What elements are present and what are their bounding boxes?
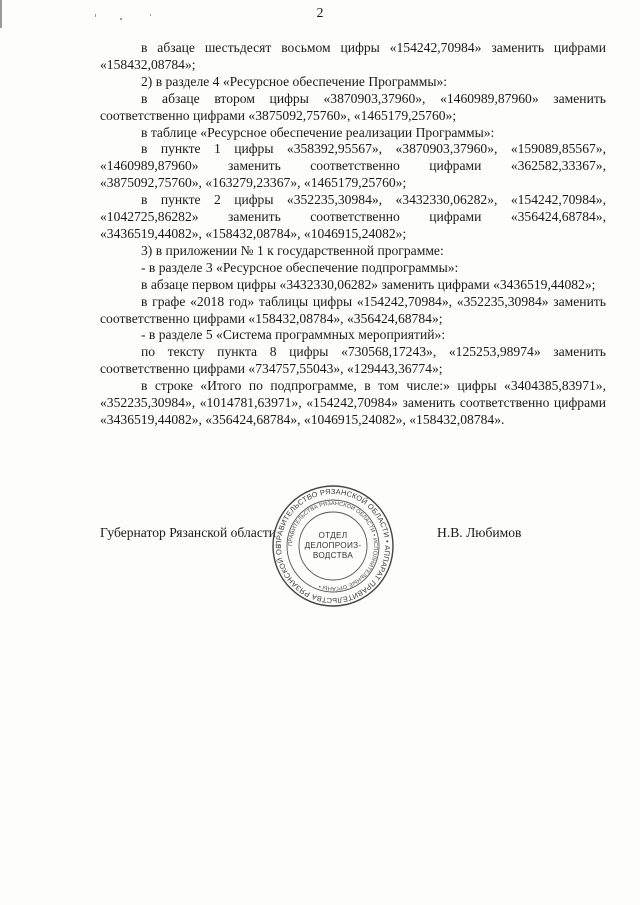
scan-artifact-mark — [0, 0, 2, 28]
paragraph-4: в таблице «Ресурсное обеспечение реализации Программы»: — [141, 124, 495, 140]
stamp-inner-text-path: ПРАВИТЕЛЬСТВА РЯЗАНСКОЙ ОБЛАСТИ • ИСПОЛНИТЕЛЬНЫЕ ОРГАНЫ • — [287, 500, 379, 592]
scan-artifact-mark — [120, 18, 122, 20]
paragraph-13: в строке «Итого по подпрограмме, в том числе:» цифры «3404385,83971», «352235,30984», «1014781,63971», «154242,70984» заменить соответственно цифрами «3436519,44082», «356424,68784», «1046915,24082», «158432,08784». — [100, 378, 606, 427]
scan-artifact-mark — [150, 14, 151, 16]
stamp-center-line-1: ОТДЕЛ — [318, 531, 348, 540]
stamp-center-line-2: ДЕЛОПРОИЗ- — [304, 541, 362, 550]
stamp-outer-text-path: ПРАВИТЕЛЬСТВО РЯЗАНСКОЙ ОБЛАСТИ • АППАРАТ ПРАВИТЕЛЬСТВА РЯЗАНСКОЙ ОБ — [273, 486, 393, 606]
signatory-name: Н.В. Любимов — [437, 525, 522, 540]
paragraph-10: в графе «2018 год» таблицы цифры «154242,70984», «352235,30984» заменить соответственно цифрами «158432,08784», «356424,68784»; — [100, 293, 606, 326]
page-number: 2 — [316, 6, 324, 21]
paragraph-12: по тексту пункта 8 цифры «730568,17243», «125253,98974» заменить соответственно цифрами «734757,55043», «129443,36774»; — [100, 344, 606, 377]
paragraph-2: 2) в разделе 4 «Ресурсное обеспечение Программы»: — [141, 73, 448, 89]
paragraph-11: - в разделе 5 «Система программных мероприятий»: — [141, 327, 446, 343]
office-stamp — [270, 483, 396, 609]
stamp-center — [270, 483, 396, 609]
scan-artifact-mark — [95, 14, 96, 17]
paragraph-5: в пункте 1 цифры «358392,95567», «3870903,37960», «159089,85567», «1460989,87960» заменить соответственно цифрами «362582,33367», «3875092,75760», «163279,23367», «1465179,25760»; — [100, 141, 606, 191]
paragraph-3: в абзаце втором цифры «3870903,37960», «1460989,87960» заменить соответственно цифрами «3875092,75760», «1465179,25760»; — [100, 90, 606, 123]
paragraph-7: 3) в приложении № 1 к государственной программе: — [141, 242, 444, 258]
paragraph-9: в абзаце первом цифры «3432330,06282» заменить цифрами «3436519,44082»; — [141, 276, 596, 292]
paragraph-6: в пункте 2 цифры «352235,30984», «3432330,06282», «154242,70984», «1042725,86282» заменить соответственно цифрами «356424,68784», «3436519,44082», «158432,08784», «1046915,24082»; — [100, 192, 606, 241]
paragraph-1: в абзаце шестьдесят восьмом цифры «154242,70984» заменить цифрами «158432,08784»; — [100, 40, 606, 72]
document-body — [100, 40, 606, 429]
signatory-title: Губернатор Рязанской области — [100, 525, 277, 540]
paragraph-8: - в разделе 3 «Ресурсное обеспечение подпрограммы»: — [141, 259, 459, 275]
stamp-center-line-3: ВОДСТВА — [312, 551, 354, 560]
